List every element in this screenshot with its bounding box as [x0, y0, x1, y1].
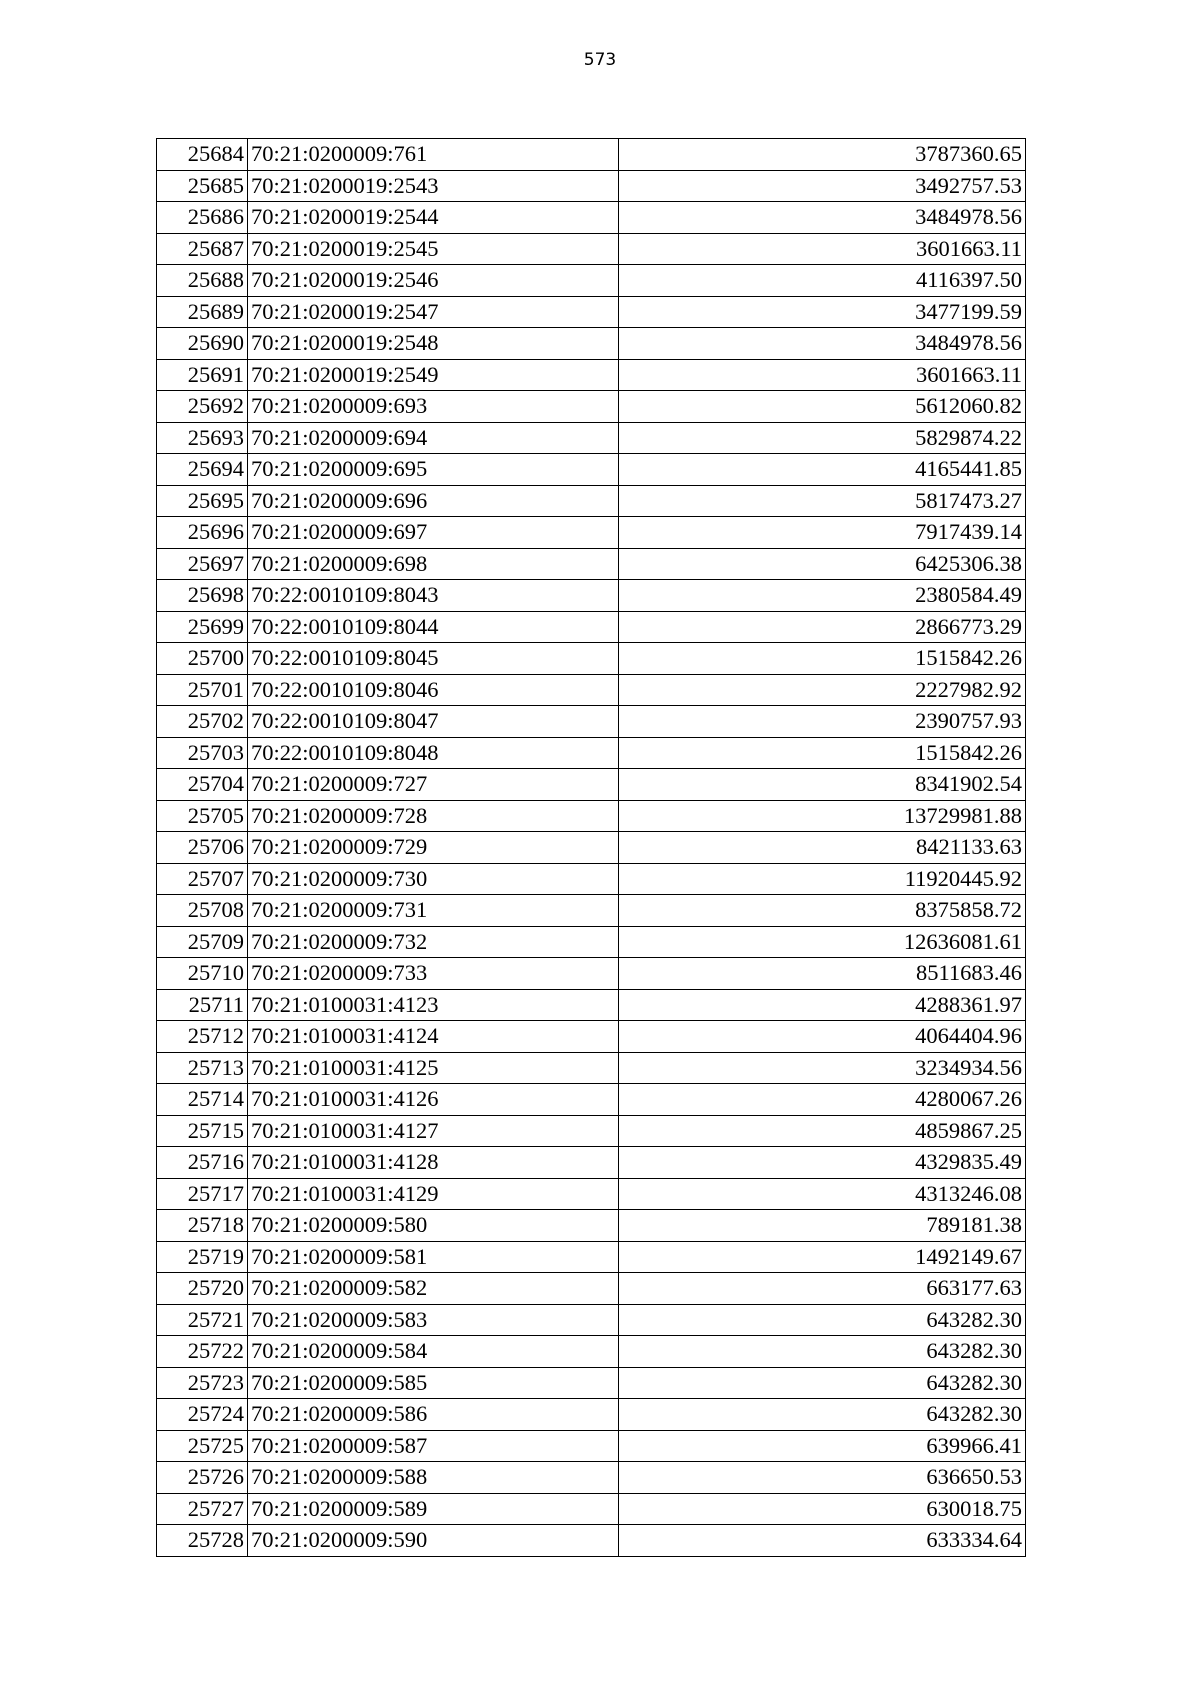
row-number-cell: 25717 — [157, 1178, 248, 1210]
cadastral-number-cell: 70:22:0010109:8048 — [248, 737, 619, 769]
row-number-cell: 25714 — [157, 1084, 248, 1116]
table-row — [157, 1399, 1026, 1431]
cadastral-value-cell: 633334.64 — [619, 1525, 1026, 1557]
table-row — [157, 1147, 1026, 1179]
cadastral-number-cell: 70:21:0100031:4123 — [248, 989, 619, 1021]
row-number-cell: 25722 — [157, 1336, 248, 1368]
row-number-cell: 25720 — [157, 1273, 248, 1305]
cadastral-value-cell: 630018.75 — [619, 1493, 1026, 1525]
cadastral-value-cell: 8375858.72 — [619, 895, 1026, 927]
row-number-cell: 25723 — [157, 1367, 248, 1399]
page-number: 573 — [583, 50, 617, 70]
cadastral-number-cell: 70:21:0200009:583 — [248, 1304, 619, 1336]
cadastral-number-cell: 70:21:0200009:733 — [248, 958, 619, 990]
row-number-cell: 25697 — [157, 548, 248, 580]
table-row — [157, 359, 1026, 391]
cadastral-number-cell: 70:21:0200009:584 — [248, 1336, 619, 1368]
cadastral-value-cell: 636650.53 — [619, 1462, 1026, 1494]
table-row — [157, 454, 1026, 486]
row-number-cell: 25718 — [157, 1210, 248, 1242]
row-number-cell: 25686 — [157, 202, 248, 234]
cadastral-number-cell: 70:21:0200009:589 — [248, 1493, 619, 1525]
cadastral-number-cell: 70:21:0200019:2545 — [248, 233, 619, 265]
cadastral-value-cell: 4313246.08 — [619, 1178, 1026, 1210]
row-number-cell: 25703 — [157, 737, 248, 769]
cadastral-number-cell: 70:21:0200009:730 — [248, 863, 619, 895]
row-number-cell: 25698 — [157, 580, 248, 612]
cadastral-value-cell: 1515842.26 — [619, 643, 1026, 675]
cadastral-value-cell: 1515842.26 — [619, 737, 1026, 769]
cadastral-number-cell: 70:21:0100031:4124 — [248, 1021, 619, 1053]
table-row — [157, 769, 1026, 801]
table-row — [157, 580, 1026, 612]
table-row — [157, 895, 1026, 927]
cadastral-number-cell: 70:21:0200009:590 — [248, 1525, 619, 1557]
table-row — [157, 1241, 1026, 1273]
row-number-cell: 25728 — [157, 1525, 248, 1557]
cadastral-value-cell: 8341902.54 — [619, 769, 1026, 801]
cadastral-value-cell: 3787360.65 — [619, 139, 1026, 171]
table-row — [157, 1430, 1026, 1462]
table-row — [157, 233, 1026, 265]
cadastral-number-cell: 70:21:0200009:580 — [248, 1210, 619, 1242]
cadastral-value-cell: 4116397.50 — [619, 265, 1026, 297]
cadastral-number-cell: 70:21:0200019:2549 — [248, 359, 619, 391]
cadastral-value-cell: 13729981.88 — [619, 800, 1026, 832]
row-number-cell: 25726 — [157, 1462, 248, 1494]
cadastral-value-cell: 4329835.49 — [619, 1147, 1026, 1179]
table-row — [157, 296, 1026, 328]
cadastral-number-cell: 70:21:0200009:588 — [248, 1462, 619, 1494]
cadastral-number-cell: 70:21:0200009:727 — [248, 769, 619, 801]
cadastral-value-cell: 8511683.46 — [619, 958, 1026, 990]
cadastral-value-cell: 643282.30 — [619, 1304, 1026, 1336]
cadastral-value-cell: 11920445.92 — [619, 863, 1026, 895]
table-body — [157, 139, 1026, 1557]
row-number-cell: 25719 — [157, 1241, 248, 1273]
cadastral-number-cell: 70:21:0200019:2544 — [248, 202, 619, 234]
cadastral-number-cell: 70:21:0200009:729 — [248, 832, 619, 864]
row-number-cell: 25724 — [157, 1399, 248, 1431]
cadastral-number-cell: 70:22:0010109:8046 — [248, 674, 619, 706]
table-row — [157, 926, 1026, 958]
row-number-cell: 25707 — [157, 863, 248, 895]
cadastral-number-cell: 70:21:0200009:731 — [248, 895, 619, 927]
table-row — [157, 1115, 1026, 1147]
row-number-cell: 25692 — [157, 391, 248, 423]
cadastral-number-cell: 70:21:0200009:732 — [248, 926, 619, 958]
table-row — [157, 958, 1026, 990]
table-row — [157, 548, 1026, 580]
row-number-cell: 25701 — [157, 674, 248, 706]
row-number-cell: 25716 — [157, 1147, 248, 1179]
row-number-cell: 25710 — [157, 958, 248, 990]
table-row — [157, 800, 1026, 832]
cadastral-value-cell: 2390757.93 — [619, 706, 1026, 738]
table-row — [157, 1493, 1026, 1525]
cadastral-number-cell: 70:21:0200009:587 — [248, 1430, 619, 1462]
table-row — [157, 706, 1026, 738]
cadastral-value-cell: 2227982.92 — [619, 674, 1026, 706]
table-row — [157, 139, 1026, 171]
table-row — [157, 1367, 1026, 1399]
cadastral-value-cell: 1492149.67 — [619, 1241, 1026, 1273]
cadastral-number-cell: 70:21:0200009:696 — [248, 485, 619, 517]
cadastral-value-cell: 3484978.56 — [619, 202, 1026, 234]
cadastral-value-cell: 643282.30 — [619, 1367, 1026, 1399]
cadastral-number-cell: 70:21:0200019:2546 — [248, 265, 619, 297]
row-number-cell: 25709 — [157, 926, 248, 958]
cadastral-number-cell: 70:21:0200009:728 — [248, 800, 619, 832]
row-number-cell: 25693 — [157, 422, 248, 454]
row-number-cell: 25713 — [157, 1052, 248, 1084]
table-row — [157, 485, 1026, 517]
table-row — [157, 643, 1026, 675]
cadastral-value-cell: 7917439.14 — [619, 517, 1026, 549]
table-row — [157, 611, 1026, 643]
cadastral-value-cell: 3477199.59 — [619, 296, 1026, 328]
cadastral-number-cell: 70:22:0010109:8043 — [248, 580, 619, 612]
table-row — [157, 391, 1026, 423]
cadastral-number-cell: 70:21:0100031:4125 — [248, 1052, 619, 1084]
row-number-cell: 25712 — [157, 1021, 248, 1053]
cadastral-number-cell: 70:21:0200019:2543 — [248, 170, 619, 202]
table-row — [157, 737, 1026, 769]
cadastral-value-cell: 3601663.11 — [619, 233, 1026, 265]
cadastral-number-cell: 70:21:0200009:694 — [248, 422, 619, 454]
row-number-cell: 25685 — [157, 170, 248, 202]
cadastral-value-cell: 5817473.27 — [619, 485, 1026, 517]
row-number-cell: 25702 — [157, 706, 248, 738]
row-number-cell: 25689 — [157, 296, 248, 328]
row-number-cell: 25721 — [157, 1304, 248, 1336]
cadastral-number-cell: 70:21:0200009:586 — [248, 1399, 619, 1431]
cadastral-value-table — [156, 138, 1026, 1557]
row-number-cell: 25691 — [157, 359, 248, 391]
cadastral-number-cell: 70:21:0200009:693 — [248, 391, 619, 423]
table-row — [157, 422, 1026, 454]
table-row — [157, 832, 1026, 864]
row-number-cell: 25690 — [157, 328, 248, 360]
row-number-cell: 25700 — [157, 643, 248, 675]
row-number-cell: 25725 — [157, 1430, 248, 1462]
row-number-cell: 25704 — [157, 769, 248, 801]
cadastral-number-cell: 70:21:0200009:695 — [248, 454, 619, 486]
cadastral-value-cell: 3234934.56 — [619, 1052, 1026, 1084]
cadastral-number-cell: 70:22:0010109:8044 — [248, 611, 619, 643]
cadastral-number-cell: 70:21:0100031:4126 — [248, 1084, 619, 1116]
cadastral-value-cell: 2866773.29 — [619, 611, 1026, 643]
table-row — [157, 1210, 1026, 1242]
table-row — [157, 328, 1026, 360]
cadastral-value-cell: 4064404.96 — [619, 1021, 1026, 1053]
cadastral-value-cell: 3601663.11 — [619, 359, 1026, 391]
cadastral-number-cell: 70:21:0200009:761 — [248, 139, 619, 171]
cadastral-value-cell: 643282.30 — [619, 1399, 1026, 1431]
table-row — [157, 265, 1026, 297]
cadastral-number-cell: 70:21:0100031:4128 — [248, 1147, 619, 1179]
cadastral-number-cell: 70:21:0100031:4127 — [248, 1115, 619, 1147]
table-row — [157, 202, 1026, 234]
cadastral-number-cell: 70:21:0200009:585 — [248, 1367, 619, 1399]
cadastral-value-cell: 789181.38 — [619, 1210, 1026, 1242]
row-number-cell: 25705 — [157, 800, 248, 832]
cadastral-value-cell: 5829874.22 — [619, 422, 1026, 454]
row-number-cell: 25711 — [157, 989, 248, 1021]
table-row — [157, 1084, 1026, 1116]
row-number-cell: 25684 — [157, 139, 248, 171]
cadastral-number-cell: 70:21:0200009:581 — [248, 1241, 619, 1273]
table-row — [157, 170, 1026, 202]
cadastral-number-cell: 70:21:0200009:697 — [248, 517, 619, 549]
row-number-cell: 25695 — [157, 485, 248, 517]
row-number-cell: 25696 — [157, 517, 248, 549]
table-row — [157, 1273, 1026, 1305]
cadastral-value-cell: 8421133.63 — [619, 832, 1026, 864]
cadastral-value-cell: 2380584.49 — [619, 580, 1026, 612]
row-number-cell: 25699 — [157, 611, 248, 643]
cadastral-value-cell: 4165441.85 — [619, 454, 1026, 486]
table-row — [157, 1462, 1026, 1494]
cadastral-number-cell: 70:22:0010109:8047 — [248, 706, 619, 738]
cadastral-number-cell: 70:21:0200019:2548 — [248, 328, 619, 360]
cadastral-value-cell: 643282.30 — [619, 1336, 1026, 1368]
table-row — [157, 1525, 1026, 1557]
cadastral-value-cell: 3484978.56 — [619, 328, 1026, 360]
cadastral-value-cell: 5612060.82 — [619, 391, 1026, 423]
table-row — [157, 517, 1026, 549]
cadastral-value-cell: 4288361.97 — [619, 989, 1026, 1021]
table-row — [157, 1052, 1026, 1084]
row-number-cell: 25715 — [157, 1115, 248, 1147]
table-row — [157, 674, 1026, 706]
row-number-cell: 25727 — [157, 1493, 248, 1525]
row-number-cell: 25687 — [157, 233, 248, 265]
row-number-cell: 25688 — [157, 265, 248, 297]
cadastral-number-cell: 70:21:0200009:582 — [248, 1273, 619, 1305]
cadastral-value-cell: 4280067.26 — [619, 1084, 1026, 1116]
cadastral-number-cell: 70:21:0100031:4129 — [248, 1178, 619, 1210]
table-row — [157, 1021, 1026, 1053]
cadastral-value-cell: 4859867.25 — [619, 1115, 1026, 1147]
table-row — [157, 1178, 1026, 1210]
cadastral-value-cell: 12636081.61 — [619, 926, 1026, 958]
row-number-cell: 25708 — [157, 895, 248, 927]
cadastral-number-cell: 70:21:0200019:2547 — [248, 296, 619, 328]
cadastral-value-cell: 6425306.38 — [619, 548, 1026, 580]
table-row — [157, 863, 1026, 895]
table-row — [157, 1304, 1026, 1336]
cadastral-value-cell: 663177.63 — [619, 1273, 1026, 1305]
cadastral-value-cell: 639966.41 — [619, 1430, 1026, 1462]
cadastral-number-cell: 70:22:0010109:8045 — [248, 643, 619, 675]
cadastral-value-cell: 3492757.53 — [619, 170, 1026, 202]
row-number-cell: 25706 — [157, 832, 248, 864]
table-row — [157, 1336, 1026, 1368]
row-number-cell: 25694 — [157, 454, 248, 486]
table-row — [157, 989, 1026, 1021]
cadastral-number-cell: 70:21:0200009:698 — [248, 548, 619, 580]
